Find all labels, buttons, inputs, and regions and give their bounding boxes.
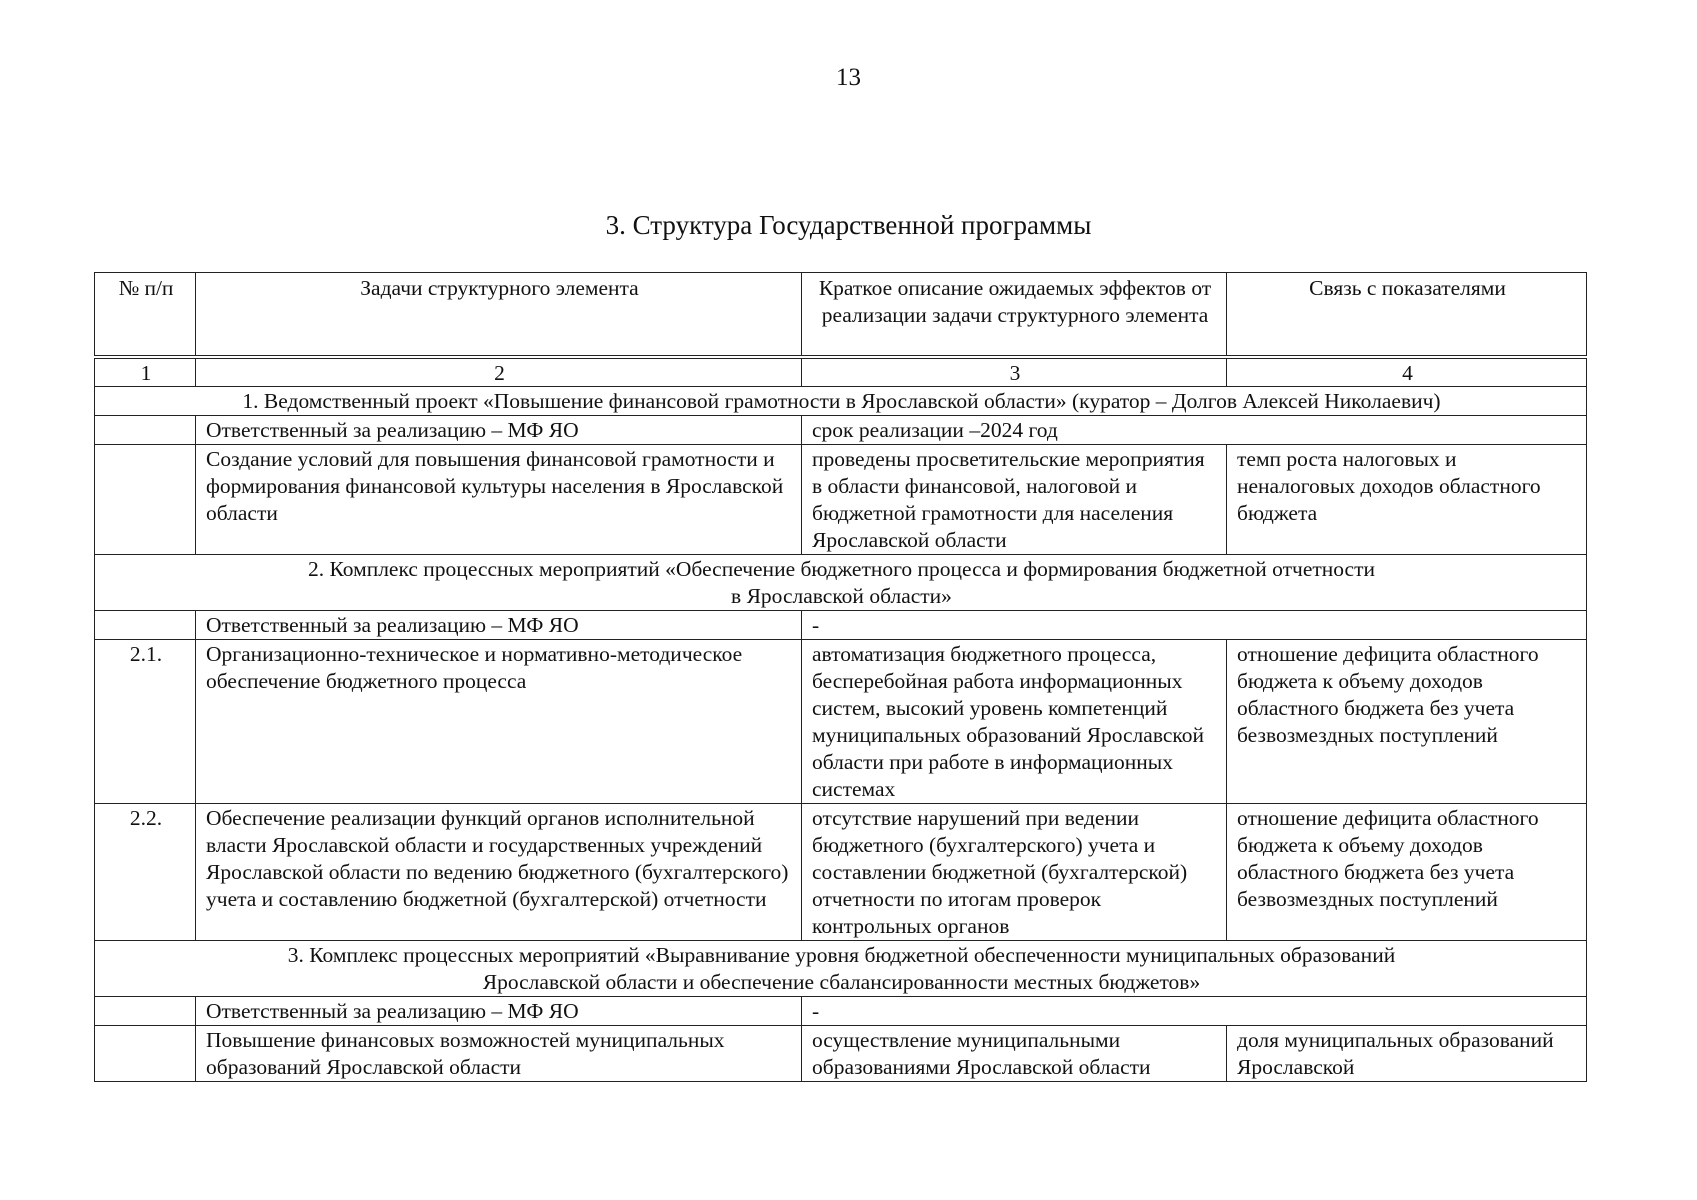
section-2-title-line1: 2. Комплекс процессных мероприятий «Обеспечение бюджетного процесса и формирования бюджетной отчетности <box>307 556 1375 581</box>
task-text: Организационно-техническое и нормативно-методическое обеспечение бюджетного процесса <box>196 639 802 803</box>
task-effect: отсутствие нарушений при ведении бюджетного (бухгалтерского) учета и составлении бюджетной (бухгалтерской) отчетности по итогам проверок контрольных органов <box>802 803 1227 940</box>
task-indicator: доля муниципальных образований Ярославской <box>1227 1025 1587 1081</box>
section-3-term: - <box>802 996 1587 1025</box>
empty-cell <box>95 610 196 639</box>
section-row <box>95 940 1587 996</box>
header-tasks: Задачи структурного элемента <box>196 273 802 357</box>
task-num <box>95 1025 196 1081</box>
structure-table <box>94 272 1587 1082</box>
task-effect: осуществление муниципальными образованиями Ярославской области <box>802 1025 1227 1081</box>
section-2-title <box>95 554 1587 610</box>
task-effect: проведены просветительские мероприятия в области финансовой, налоговой и бюджетной грамотности для населения Ярославской области <box>802 444 1227 554</box>
table-row <box>95 803 1587 940</box>
table-header-row <box>95 273 1587 357</box>
header-effects: Краткое описание ожидаемых эффектов от реализации задачи структурного элемента <box>802 273 1227 357</box>
task-num: 2.1. <box>95 639 196 803</box>
table-row <box>95 444 1587 554</box>
responsible-row <box>95 415 1587 444</box>
table-row <box>95 1025 1587 1081</box>
task-indicator: отношение дефицита областного бюджета к объему доходов областного бюджета без учета безвозмездных поступлений <box>1227 639 1587 803</box>
task-indicator: темп роста налоговых и неналоговых доходов областного бюджета <box>1227 444 1587 554</box>
section-3-title-line1: 3. Комплекс процессных мероприятий «Выравнивание уровня бюджетной обеспеченности муниципальных образований <box>287 942 1396 967</box>
section-1-title: 1. Ведомственный проект «Повышение финансовой грамотности в Ярославской области» (куратор – Долгов Алексей Николаевич) <box>95 386 1587 415</box>
section-2-term: - <box>802 610 1587 639</box>
responsible-row <box>95 610 1587 639</box>
section-1-term: срок реализации –2024 год <box>802 415 1587 444</box>
task-text: Повышение финансовых возможностей муниципальных образований Ярославской области <box>196 1025 802 1081</box>
section-row <box>95 554 1587 610</box>
section-1-responsible: Ответственный за реализацию – МФ ЯО <box>196 415 802 444</box>
section-2-responsible: Ответственный за реализацию – МФ ЯО <box>196 610 802 639</box>
task-text: Обеспечение реализации функций органов исполнительной власти Ярославской области и государственных учреждений Ярославской области по ведению бюджетного (бухгалтерского) учета и составлению бюджетной (бухгалтерской) отчетности <box>196 803 802 940</box>
task-effect: автоматизация бюджетного процесса, бесперебойная работа информационных систем, высокий уровень компетенций муниципальных образований Ярославской области при работе в информационных системах <box>802 639 1227 803</box>
section-row <box>95 386 1587 415</box>
column-number-row <box>95 357 1587 387</box>
header-num: № п/п <box>95 273 196 357</box>
column-number-4: 4 <box>1227 357 1587 387</box>
column-number-3: 3 <box>802 357 1227 387</box>
header-indicators: Связь с показателями <box>1227 273 1587 357</box>
task-num: 2.2. <box>95 803 196 940</box>
empty-cell <box>95 996 196 1025</box>
column-number-2: 2 <box>196 357 802 387</box>
task-indicator: отношение дефицита областного бюджета к объему доходов областного бюджета без учета безвозмездных поступлений <box>1227 803 1587 940</box>
page-number: 13 <box>836 64 861 91</box>
task-num <box>95 444 196 554</box>
column-number-1: 1 <box>95 357 196 387</box>
task-text: Создание условий для повышения финансовой грамотности и формирования финансовой культуры населения в Ярославской области <box>196 444 802 554</box>
section-3-title-line2: Ярославской области и обеспечение сбалансированности местных бюджетов» <box>482 969 1201 994</box>
table-row <box>95 639 1587 803</box>
empty-cell <box>95 415 196 444</box>
responsible-row <box>95 996 1587 1025</box>
section-3-title <box>95 940 1587 996</box>
section-2-title-line2: в Ярославской области» <box>731 583 952 608</box>
section-title: 3. Структура Государственной программы <box>605 210 1092 240</box>
section-3-responsible: Ответственный за реализацию – МФ ЯО <box>196 996 802 1025</box>
